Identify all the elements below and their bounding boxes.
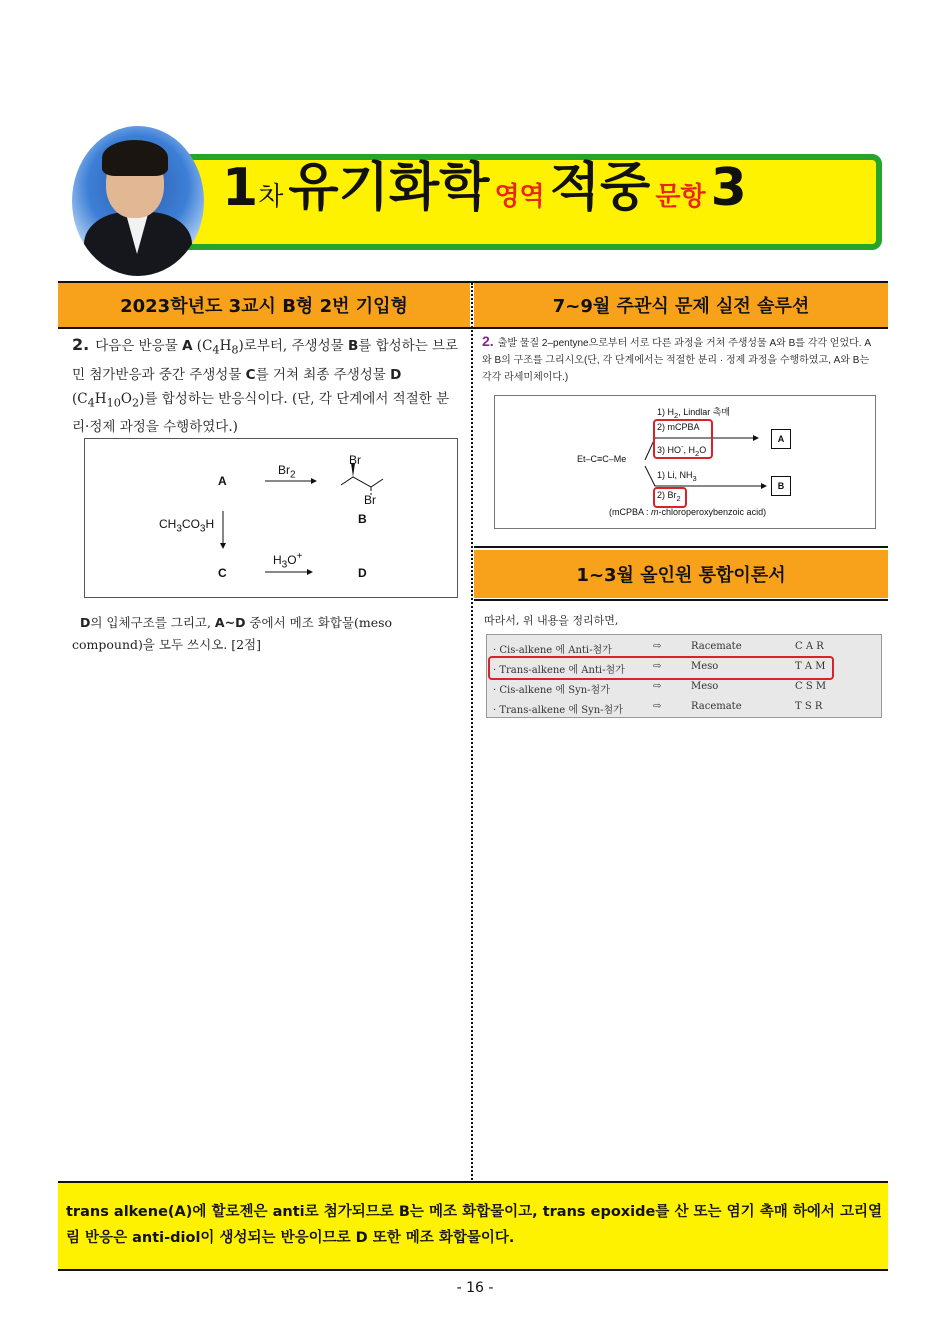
label-C: C	[218, 566, 227, 580]
q-sub: 8	[231, 343, 239, 357]
h3o-text: H	[273, 553, 282, 567]
right-question	[482, 333, 880, 386]
label-br2	[278, 463, 296, 480]
step3-end: O	[699, 445, 707, 455]
right-summary-text: 따라서, 위 내용을 정리하면,	[484, 614, 619, 627]
q-B: B	[347, 338, 359, 354]
step5: 2) Br	[657, 490, 677, 500]
label-br-bottom: Br	[364, 493, 376, 507]
reaction-scheme-right	[494, 395, 876, 529]
banner-area: 영역	[494, 182, 545, 212]
step4-text	[657, 470, 697, 483]
h3o-sub: 3	[281, 559, 288, 571]
table-cell: · Trans-alkene 에 Anti-첨가	[493, 665, 625, 676]
peracid-text: CO	[181, 517, 200, 531]
step4-sub: 3	[692, 473, 697, 483]
banner-item: 문항	[655, 182, 706, 212]
table-cell: · Cis-alkene 에 Syn-첨가	[493, 685, 610, 696]
q2-text: 의 입체구조를 그리고,	[90, 615, 215, 630]
q-text: H	[94, 390, 107, 407]
conclusion-text: trans alkene(A)에 할로젠은 anti로 첨가되므로 B는 메조 화합물이고, trans epoxide를 산 또는 염기 촉매 하에서 고리열림 반응은 anti-diol이 생성되는 반응이므로 D 또한 메조 화합물이다.	[66, 1204, 882, 1246]
q-text: 를 합성하는 브로민 첨가반응과 중간 주생성물	[72, 338, 459, 383]
label-D: D	[358, 566, 367, 580]
banner-number: 1	[222, 158, 259, 218]
table-cell: Meso	[691, 681, 719, 692]
q-sub: 4	[87, 396, 95, 410]
step5-sub: 2	[676, 493, 681, 503]
column-divider	[471, 283, 473, 1180]
right-header2-rule-top	[474, 546, 888, 548]
table-row	[493, 697, 877, 717]
table-row	[493, 677, 877, 697]
summary-table	[486, 634, 882, 718]
h3o-text: O	[287, 553, 297, 567]
label-A: A	[218, 474, 227, 488]
note-italic: m	[651, 507, 659, 517]
table-cell: · Cis-alkene 에 Anti-첨가	[493, 645, 612, 656]
q-text: )를 합성하는 반응식이다. (단, 각 단계에서 적절한 분리·정제 과정을 수행하였다.)	[72, 390, 450, 436]
q-text: (C	[192, 338, 213, 354]
step3-sup: -	[681, 442, 684, 451]
left-question	[72, 333, 462, 439]
right-question-number: 2.	[482, 333, 494, 349]
note-pre: (mCPBA :	[609, 507, 652, 517]
q-text: H	[219, 338, 232, 354]
q-text: (C	[72, 390, 88, 407]
right-section-header-2: 1~3월 올인원 통합이론서	[474, 550, 888, 598]
step1-sub: 2	[674, 410, 679, 420]
table-row	[493, 637, 877, 657]
q2-D: D	[79, 615, 91, 630]
header-rule	[58, 327, 888, 329]
reaction-scheme-left	[84, 438, 458, 598]
right-question-text: 출발 물질 2–pentyne으로부터 서로 다른 과정을 거쳐 주생성물 A와 B를 각각 얻었다. A와 B의 구조를 그리시오(단, 각 단계에서는 적절한 분리 · 정제 과정을 수행하였고, A와 B는 각각 라세미체이다.)	[482, 338, 872, 383]
q2-text: 중에서 메조 화합물(meso compound)을 모두 쓰시오. [2점]	[72, 615, 393, 652]
note-post: -chloroperoxybenzoic acid)	[658, 507, 767, 517]
banner-hit: 적중	[549, 158, 651, 218]
arrow-icon: ⇨	[653, 641, 662, 652]
peracid-sub: 3	[176, 523, 182, 535]
arrow-icon: ⇨	[653, 701, 662, 712]
highlight-epoxidation	[653, 419, 713, 459]
q-text: 다음은 반응물	[95, 338, 183, 354]
step1-text	[657, 405, 730, 420]
avatar	[72, 126, 204, 276]
table-cell: Racemate	[691, 641, 742, 652]
arrow-icon: ⇨	[653, 661, 662, 672]
table-cell: Meso	[691, 661, 719, 672]
table-cell: C A R	[795, 641, 824, 652]
table-cell: Racemate	[691, 701, 742, 712]
q-A: A	[182, 338, 193, 354]
q2-AD: A~D	[214, 615, 246, 630]
right-header2-rule-bottom	[474, 599, 888, 601]
arrow-icon: ⇨	[653, 681, 662, 692]
conclusion-box	[58, 1181, 888, 1271]
banner-title	[222, 158, 747, 218]
peracid-text: H	[205, 517, 215, 531]
label-B: B	[358, 512, 367, 526]
start-material: Et–C≡C–Me	[577, 454, 627, 464]
table-cell: C S M	[795, 681, 827, 692]
banner	[72, 126, 878, 276]
step1-post: , Lindlar 촉매	[678, 407, 731, 417]
scheme-arrows	[85, 439, 457, 597]
q-text: 를 거쳐 최종 주생성물	[255, 366, 391, 383]
step4: 1) Li, NH	[657, 470, 693, 480]
br2-text: Br	[278, 463, 290, 477]
step3: 3) HO	[657, 445, 682, 455]
banner-cha: 차	[258, 182, 284, 212]
q-sub: 2	[131, 396, 140, 410]
table-cell: T S R	[795, 701, 823, 712]
table-cell: T A M	[795, 661, 826, 672]
right-section-header: 7~9월 주관식 문제 실전 솔루션	[474, 283, 888, 327]
q-sub: 10	[106, 396, 121, 410]
peracid-sub: 3	[199, 523, 206, 535]
page-number: - 16 -	[456, 1280, 494, 1296]
bromide-skeleton	[341, 477, 383, 487]
question-number: 2.	[72, 335, 90, 354]
q-D: D	[390, 366, 402, 383]
peracid-text: CH	[159, 517, 177, 531]
left-question-2	[72, 612, 462, 656]
step3-sub: 2	[695, 448, 700, 458]
avatar-hair	[102, 140, 168, 176]
step3-post: , H	[683, 445, 696, 455]
highlight-bromination	[653, 487, 687, 508]
q-C: C	[245, 366, 256, 383]
step2-text: 2) mCPBA	[657, 422, 700, 432]
product-box-A: A	[771, 429, 791, 449]
left-section-header: 2023학년도 3교시 B형 2번 기입형	[58, 283, 470, 327]
label-peracid	[159, 517, 214, 534]
banner-subject: 유기화학	[288, 158, 490, 218]
product-box-B: B	[771, 476, 791, 496]
banner-item-no: 3	[710, 158, 747, 218]
h3o-sup: +	[296, 551, 303, 562]
highlight-trans-anti-row	[488, 656, 834, 680]
mcpba-note	[609, 507, 766, 517]
br2-sub: 2	[290, 469, 296, 481]
label-br-top: Br	[349, 453, 361, 467]
label-h3o	[273, 551, 302, 570]
step1: 1) H	[657, 407, 675, 417]
q-text: O	[120, 390, 132, 407]
table-cell: · Trans-alkene 에 Syn-첨가	[493, 705, 623, 716]
q-sub: 4	[212, 343, 220, 357]
q-text: )로부터, 주생성물	[238, 338, 348, 354]
